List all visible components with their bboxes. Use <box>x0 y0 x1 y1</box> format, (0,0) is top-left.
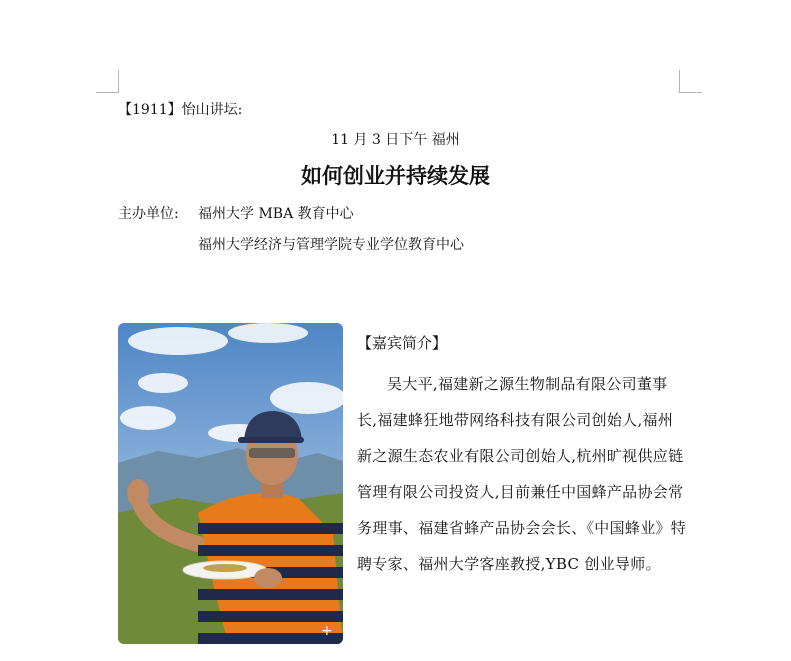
organizer-unit-2: 福州大学经济与管理学院专业学位教育中心 <box>198 237 464 253</box>
guest-bio <box>357 366 687 582</box>
date-location: 11 月 3 日下午 福州 <box>331 132 460 148</box>
series-label: 【1911】怡山讲坛: <box>118 102 243 118</box>
organizer-unit-1: 福州大学 MBA 教育中心 <box>198 206 354 222</box>
guest-intro-heading: 【嘉宾简介】 <box>357 334 448 352</box>
organizer-label: 主办单位: <box>118 206 179 222</box>
guest-photo <box>118 323 343 644</box>
page-title: 如何创业并持续发展 <box>301 163 490 188</box>
guest-bio-text: 吴大平,福建新之源生物制品有限公司董事长,福建蜂狂地带网络科技有限公司创始人,福州新之源生态农业有限公司创始人,杭州旷视供应链管理有限公司投资人,目前兼任中国蜂产品协会常务理事、福建省蜂产品协会会长、《中国蜂业》特聘专家、福州大学客座教授,YBC 创业导师。 <box>357 375 687 573</box>
page-corner-mark-top-left <box>96 70 119 93</box>
page-corner-mark-top-right <box>679 70 702 93</box>
svg-text:+: + <box>321 623 333 639</box>
